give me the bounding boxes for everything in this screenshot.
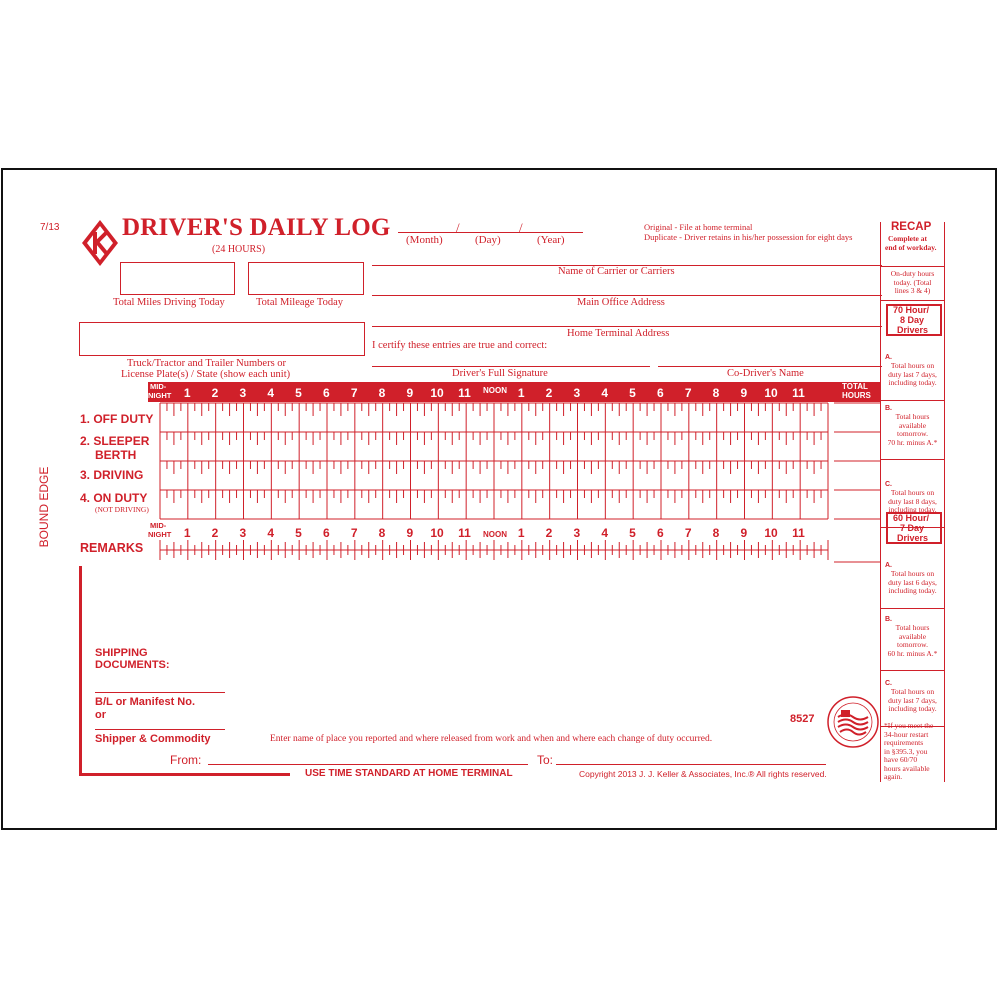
recap-block-line: duty last 7 days,	[888, 695, 937, 705]
recap-70-a	[881, 354, 944, 401]
hour-label: 4	[267, 526, 275, 540]
date-slash-1: /	[456, 220, 460, 235]
hour-label: 11	[792, 386, 805, 400]
recap-60-a	[881, 562, 944, 609]
recap-block-line: including today.	[888, 505, 937, 514]
recap-block-line: 70 hr. minus A.*	[887, 437, 938, 447]
noon-label-bottom: NOON	[483, 530, 507, 539]
recap-block-line: Total hours on	[890, 569, 935, 578]
hour-label: 3	[239, 526, 247, 540]
form-number: 8527	[790, 713, 815, 725]
bl-line[interactable]	[95, 692, 225, 693]
recap-block-letter: C.	[885, 481, 892, 488]
recap-on-duty-today	[881, 270, 944, 296]
recap-60-c	[881, 680, 944, 727]
to-label: To:	[537, 753, 554, 767]
hour-label: 2	[545, 386, 553, 400]
date-slash-2: /	[519, 220, 523, 235]
codriver-label: Co-Driver's Name	[727, 368, 804, 379]
hour-label: 2	[211, 386, 219, 400]
hour-label: 5	[295, 526, 302, 540]
row-label-berth: BERTH	[95, 448, 137, 462]
row-label-not-driving: (NOT DRIVING)	[95, 505, 149, 514]
midnight-label-bottom-2: NIGHT	[148, 530, 172, 539]
hour-label: 3	[573, 526, 581, 540]
midnight-label-top-1: MID-	[150, 382, 167, 391]
recap-block-line: 60 hr. minus A.*	[887, 648, 938, 658]
hour-label: 1	[183, 386, 191, 400]
recap-rule-2	[880, 300, 944, 301]
recap-right-rule	[944, 222, 945, 782]
recap-60-line3: Drivers	[897, 533, 929, 543]
recap-block-line: including today.	[888, 378, 937, 387]
hour-label: 4	[601, 526, 609, 540]
remarks-label: REMARKS	[80, 541, 144, 555]
hour-label: 5	[629, 386, 636, 400]
hour-label: 7	[350, 386, 358, 400]
recap-title: RECAP	[891, 221, 932, 233]
bound-edge-label: BOUND EDGE	[37, 466, 51, 548]
month-label: (Month)	[406, 234, 443, 246]
recap-footnote-line: 34-hour restart	[884, 729, 929, 739]
hour-label: 11	[458, 526, 471, 540]
recap-block-line: Total hours on	[890, 687, 935, 696]
total-miles-label: Total Miles Driving Today	[113, 297, 225, 308]
hour-label: 2	[211, 526, 219, 540]
home-terminal-label: Home Terminal Address	[567, 328, 670, 339]
recap-70-line3: Drivers	[897, 325, 929, 335]
hour-label: 9	[740, 526, 748, 540]
certify-label: I certify these entries are true and correct:	[372, 340, 548, 351]
truck-label-1: Truck/Tractor and Trailer Numbers or	[127, 358, 287, 369]
recap-block-line: available	[898, 420, 927, 430]
recap-block-line: tomorrow.	[897, 640, 928, 649]
hour-label: 10	[764, 526, 778, 540]
hour-label: 8	[378, 526, 386, 540]
recap-block-letter: C.	[885, 680, 892, 687]
recap-70-line1: 70 Hour/	[893, 305, 930, 315]
recap-block-line: available	[898, 631, 927, 641]
hour-label: 9	[740, 386, 748, 400]
recap-block-line: On-duty hours	[890, 269, 935, 278]
recap-block-letter: A.	[885, 354, 892, 361]
hour-label: 10	[764, 386, 778, 400]
noon-label-top: NOON	[483, 386, 507, 395]
or-label: or	[95, 709, 106, 721]
recap-footnote-line: again.	[884, 772, 903, 781]
recap-60-line2: 7 Day	[900, 523, 925, 533]
row-label-driving: 3. DRIVING	[80, 468, 144, 482]
recap-footnote	[884, 722, 944, 782]
hour-label: 9	[406, 386, 414, 400]
remarks-bottom-rule	[79, 773, 290, 776]
hour-label: 9	[406, 526, 414, 540]
total-label-1: TOTAL	[842, 382, 868, 391]
recap-answer-line[interactable]	[881, 459, 944, 460]
hour-label: 7	[684, 526, 692, 540]
recap-footnote-line: in §395.3, you	[884, 746, 928, 756]
hour-label: 5	[629, 526, 636, 540]
hour-label: 4	[601, 386, 609, 400]
shipping-label-1: SHIPPING	[95, 647, 148, 659]
remarks-instruction: Enter name of place you reported and where released from work and when and where each change of duty occurred.	[270, 734, 713, 744]
recap-rule-1	[880, 266, 944, 267]
year-label: (Year)	[537, 234, 565, 246]
recap-block-line: Total hours on	[890, 488, 935, 497]
hour-label: 8	[378, 386, 386, 400]
row-label-on-duty: 4. ON DUTY	[80, 491, 148, 505]
shipper-line[interactable]	[95, 729, 225, 730]
form-title: DRIVER'S DAILY LOG	[122, 214, 391, 241]
recap-block-line: including today.	[888, 704, 937, 713]
hour-label: 8	[712, 386, 720, 400]
hour-label: 2	[545, 526, 553, 540]
copy-original-text: Original - File at home terminal	[644, 222, 753, 232]
hour-label: 3	[573, 386, 581, 400]
hour-label: 6	[323, 526, 330, 540]
main-office-label: Main Office Address	[577, 297, 665, 308]
hour-label: 1	[517, 526, 525, 540]
recap-block-letter: A.	[885, 562, 892, 569]
recap-60-line1: 60 Hour/	[893, 513, 930, 523]
recap-block-line: Total hours	[895, 623, 930, 632]
bl-label: B/L or Manifest No.	[95, 696, 196, 708]
recap-answer-line[interactable]	[881, 608, 944, 609]
recap-block-line: duty last 8 days,	[888, 496, 937, 506]
hour-label: 7	[684, 386, 692, 400]
recap-footnote-line: requirements	[884, 738, 924, 747]
signature-label: Driver's Full Signature	[452, 368, 548, 379]
row-label-sleeper: 2. SLEEPER	[80, 434, 150, 448]
recap-70-b	[881, 405, 944, 460]
form-subtitle: (24 HOURS)	[212, 244, 266, 255]
total-label-2: HOURS	[842, 391, 871, 400]
hour-label: 8	[712, 526, 720, 540]
midnight-label-top-2: NIGHT	[148, 391, 172, 400]
recap-60-b	[881, 616, 944, 671]
recap-block-line: lines 3 & 4)	[894, 286, 931, 295]
recap-answer-line[interactable]	[881, 670, 944, 671]
carrier-label: Name of Carrier or Carriers	[558, 266, 675, 277]
recap-block-line: duty last 6 days,	[888, 577, 937, 587]
recap-footnote-line: have 60/70	[884, 755, 918, 764]
recap-answer-line[interactable]	[881, 400, 944, 401]
recap-block-line: Total hours	[895, 412, 930, 421]
hour-label: 10	[430, 526, 444, 540]
recap-footnote-line: hours available	[884, 763, 930, 773]
shipping-label-2: DOCUMENTS:	[95, 659, 170, 671]
total-mileage-label: Total Mileage Today	[256, 297, 343, 308]
from-line[interactable]	[208, 764, 528, 765]
recap-block-line: today. (Total	[893, 277, 932, 287]
hour-label: 1	[183, 526, 191, 540]
hour-label: 11	[458, 386, 471, 400]
truck-label-2: License Plate(s) / State (show each unit)	[121, 369, 291, 380]
recap-block-line: tomorrow.	[897, 429, 928, 438]
recap-block-letter: B.	[885, 616, 892, 623]
midnight-label-bottom-1: MID-	[150, 521, 167, 530]
from-label: From:	[170, 753, 202, 767]
hour-label: 4	[267, 386, 275, 400]
recap-subtitle-2: end of workday.	[885, 243, 937, 252]
recap-footnote-line: *If you meet the	[884, 721, 934, 730]
hour-label: 7	[350, 526, 358, 540]
recap-block-line: including today.	[888, 586, 937, 595]
copy-duplicate-text: Duplicate - Driver retains in his/her possession for eight days	[644, 232, 853, 242]
hour-label: 3	[239, 386, 247, 400]
row-label-off-duty: 1. OFF DUTY	[80, 412, 154, 426]
recap-block-line: duty last 7 days,	[888, 369, 937, 379]
to-line[interactable]	[556, 764, 826, 765]
recap-subtitle-1: Complete at	[888, 234, 927, 243]
form-version: 7/13	[40, 222, 60, 233]
hour-label: 6	[657, 526, 664, 540]
recap-70-line2: 8 Day	[900, 315, 925, 325]
hour-label: 6	[323, 386, 330, 400]
hour-label: 6	[657, 386, 664, 400]
hour-label: 11	[792, 526, 805, 540]
hour-label: 1	[517, 386, 525, 400]
copyright-text: Copyright 2013 J. J. Keller & Associates, Inc.® All rights reserved.	[579, 769, 827, 779]
hour-label: 10	[430, 386, 444, 400]
made-in-usa-seal-icon	[826, 695, 880, 749]
remarks-left-rule	[79, 566, 82, 776]
recap-block-letter: B.	[885, 405, 892, 412]
shipper-label: Shipper & Commodity	[95, 733, 211, 745]
hour-label: 5	[295, 386, 302, 400]
day-label: (Day)	[475, 234, 501, 246]
recap-block-line: Total hours on	[890, 361, 935, 370]
time-standard-label: USE TIME STANDARD AT HOME TERMINAL	[305, 768, 513, 779]
